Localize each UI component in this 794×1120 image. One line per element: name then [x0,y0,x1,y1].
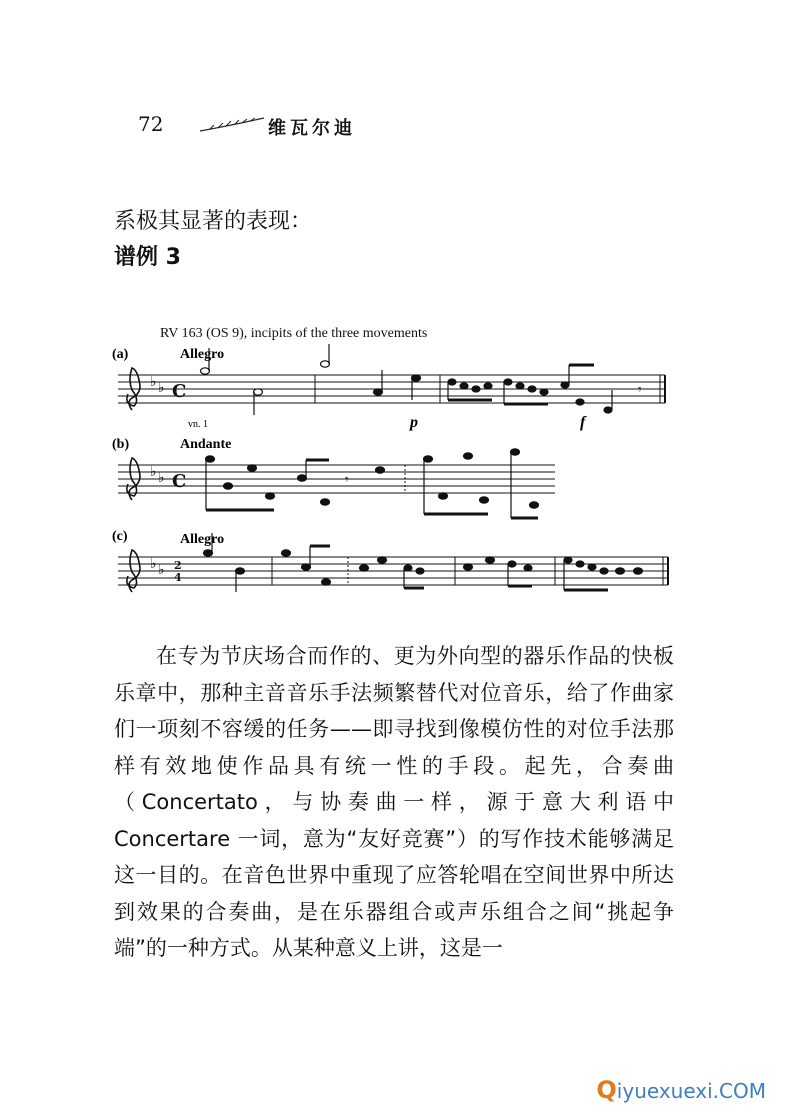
treble-clef-icon [127,368,140,592]
watermark-lead: Q [596,1076,617,1104]
svg-text:♭: ♭ [150,556,157,572]
notes-staff-b [206,449,539,518]
notes-staff-a [201,344,643,415]
site-watermark [596,1076,766,1104]
svg-text:C: C [172,471,187,492]
svg-text:♭: ♭ [158,562,165,578]
instrument-label: vn. 1 [188,419,208,430]
tempo-c: Allegro [180,532,225,547]
body-paragraph [114,638,674,967]
score-caption: RV 163 (OS 9), incipits of the three movements [160,326,428,341]
dynamic-p: p [410,414,418,431]
system-label-a: (a) [112,347,129,362]
svg-text:♭: ♭ [158,470,165,486]
paragraph-text: 在专为节庆场合而作的、更为外向型的器乐作品的快板乐章中，那种主音音乐手法频繁替代对位音乐，给了作曲家们一项刻不容缓的任务——即寻找到像模仿性的对位手法那样有效地使作品具有统一性的手段。起先，合奏曲（Concertato，与协奏曲一样，源于意大利语中 Concertare 一词，意为“友好竞赛”）的写作技术能够满足这一目的。在音色世界中重现了应答轮唱在空间世界中所达到效果的合奏曲，是在乐器组合或声乐组合之间“挑起争端”的一种方式。从某种意义上讲，这是一 [114,644,674,960]
svg-text:♭: ♭ [150,464,157,480]
svg-text:♭: ♭ [158,380,165,396]
svg-text:C: C [172,381,187,402]
tempo-b: Andante [180,437,232,452]
running-header-title: 维瓦尔迪 [268,118,356,139]
example-label: 谱例 3 [114,245,181,270]
tempo-a: Allegro [180,347,225,362]
svg-text:♭: ♭ [150,374,157,390]
feather-ornament-icon [198,116,268,134]
system-label-c: (c) [112,529,128,544]
watermark-text: iyuexuexi.COM [616,1079,766,1103]
dynamic-f: f [580,414,586,431]
svg-text:2: 2 [174,559,182,572]
intro-line: 系极其显著的表现： [114,209,313,234]
page-number: 72 [138,112,164,136]
svg-text:4: 4 [174,571,182,584]
svg-text:𝄾: 𝄾 [345,472,349,488]
staff-c [118,557,668,585]
music-score [110,320,680,610]
system-label-b: (b) [112,437,130,452]
staff-a [118,375,665,403]
notes-staff-c [204,533,643,592]
svg-text:𝄾: 𝄾 [638,382,642,398]
